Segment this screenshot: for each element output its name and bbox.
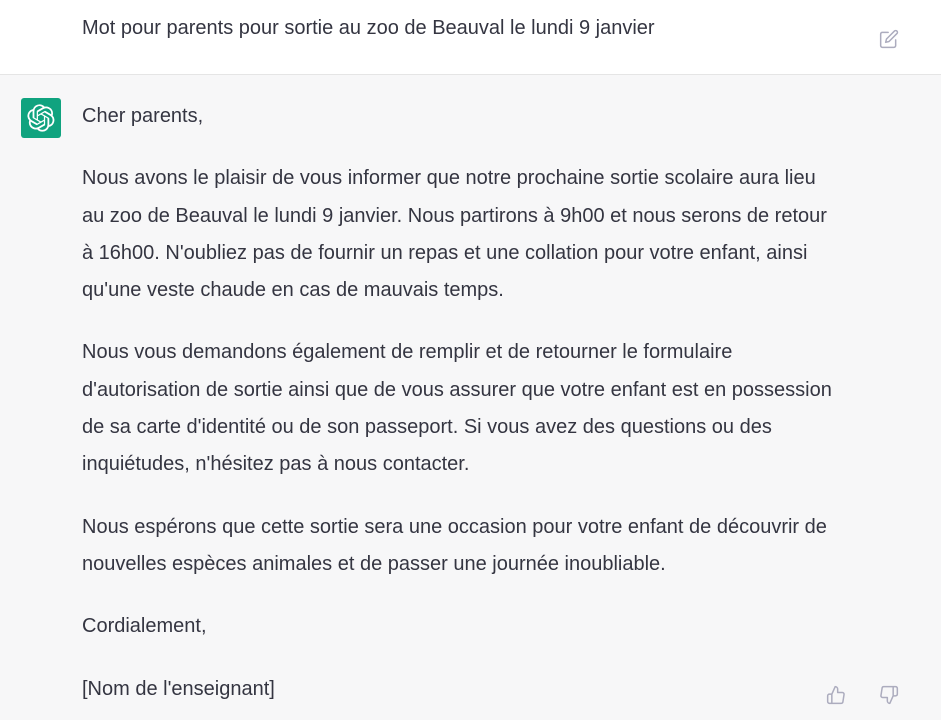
message-paragraph: Nous espérons que cette sortie sera une occasion pour votre enfant de découvrir de nouvelles espèces animales et de passer une journée inoubliable. [82, 515, 827, 575]
thumbs-down-icon [879, 685, 899, 705]
user-message-text: Mot pour parents pour sortie au zoo de Beauval le lundi 9 janvier [82, 17, 655, 39]
edit-message-button[interactable] [876, 26, 902, 52]
message-paragraph: Nous avons le plaisir de vous informer que notre prochaine sortie scolaire aura lieu au zoo de Beauval le lundi 9 janvier. Nous partirons à 9h00 et nous serons de retour à 16h00. N'oubliez pas de fournir un repas et une collation pour votre enfant, ainsi qu'une veste chaude en cas de mauvais temps. [82, 167, 827, 302]
thumbs-up-button[interactable] [823, 682, 849, 708]
message-paragraph: Cher parents, [82, 105, 204, 127]
message-paragraph: Nous vous demandons également de remplir et de retourner le formulaire d'autorisation de sortie ainsi que de vous assurer que votre enfant est en possession de sa carte d'identité ou de son passeport. Si vous avez des questions ou des inquiétudes, n'hésitez pas à nous contacter. [82, 341, 832, 476]
edit-icon [879, 29, 899, 49]
assistant-message-content [82, 98, 842, 720]
openai-logo-icon [27, 104, 55, 132]
user-message [0, 0, 941, 75]
thumbs-up-icon [826, 685, 846, 705]
thumbs-down-button[interactable] [876, 682, 902, 708]
assistant-avatar [21, 98, 61, 138]
message-paragraph: Cordialement, [82, 615, 207, 638]
assistant-message [0, 76, 941, 720]
message-paragraph: [Nom de l'enseignant] [82, 677, 275, 700]
